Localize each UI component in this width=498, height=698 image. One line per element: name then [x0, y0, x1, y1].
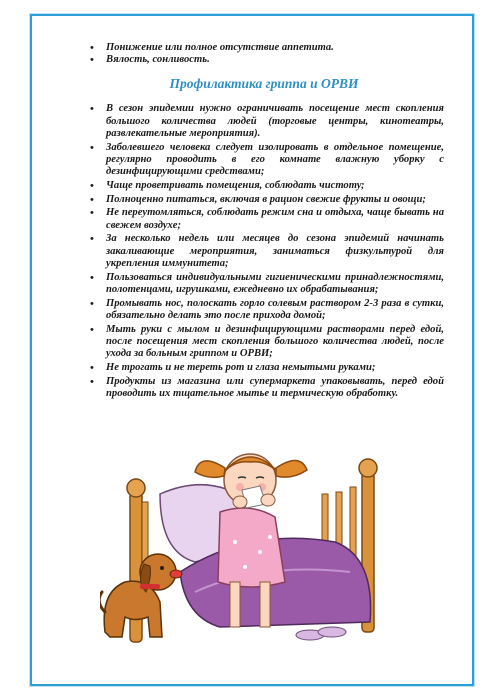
document-body: [84, 42, 444, 402]
list-item: • Понижение или полное отсутствие аппетита.: [106, 42, 444, 54]
sick-girl-illustration: [100, 432, 420, 657]
list-item: • Вялость, сонливость.: [106, 54, 444, 66]
list-item: • Продукты из магазина или супермаркета упаковывать, перед едой проводить их тщательное мытье и термическую обработку.: [106, 376, 444, 400]
prevention-list: [84, 103, 444, 400]
list-item: • Промывать нос, полоскать горло солевым раствором 2-3 раза в сутки, обязательно делать это после прихода домой;: [106, 298, 444, 322]
list-item: • В сезон эпидемии нужно ограничивать посещение мест скопления большого количества людей (торговые центры, кинотеатры, развлекательные мероприятия).: [106, 103, 444, 140]
girl-dress-icon: [218, 508, 285, 587]
section-heading: Профилактика гриппа и ОРВИ: [169, 76, 359, 92]
list-item: • За несколько недель или месяцев до сезона эпидемий начинать закаливающие мероприятия, заниматься физкультурой для укрепления иммунитета;: [106, 233, 444, 270]
list-item: • Не трогать и не тереть рот и глаза немытыми руками;: [106, 362, 444, 374]
list-item: • Чаще проветривать помещения, соблюдать чистоту;: [106, 180, 444, 192]
list-item: • Полноценно питаться, включая в рацион свежие фрукты и овощи;: [106, 194, 444, 206]
list-item: • Мыть руки с мылом и дезинфицирующими растворами перед едой, после посещения мест скопления большого количества людей, после ухода за больным гриппом и ОРВИ;: [106, 324, 444, 361]
list-item: • Пользоваться индивидуальными гигиеническими принадлежностями, полотенцами, игрушками, ежедневно их обрабатывания;: [106, 272, 444, 296]
list-item: • Заболевшего человека следует изолировать в отдельное помещение, регулярно проводить в его комнате влажную уборку с дезинфицирующими средствами;: [106, 142, 444, 179]
list-item: • Не переутомляться, соблюдать режим сна и отдыха, чаще бывать на свежем воздухе;: [106, 207, 444, 231]
symptoms-list: [84, 42, 444, 66]
slippers-icon: [296, 627, 346, 640]
